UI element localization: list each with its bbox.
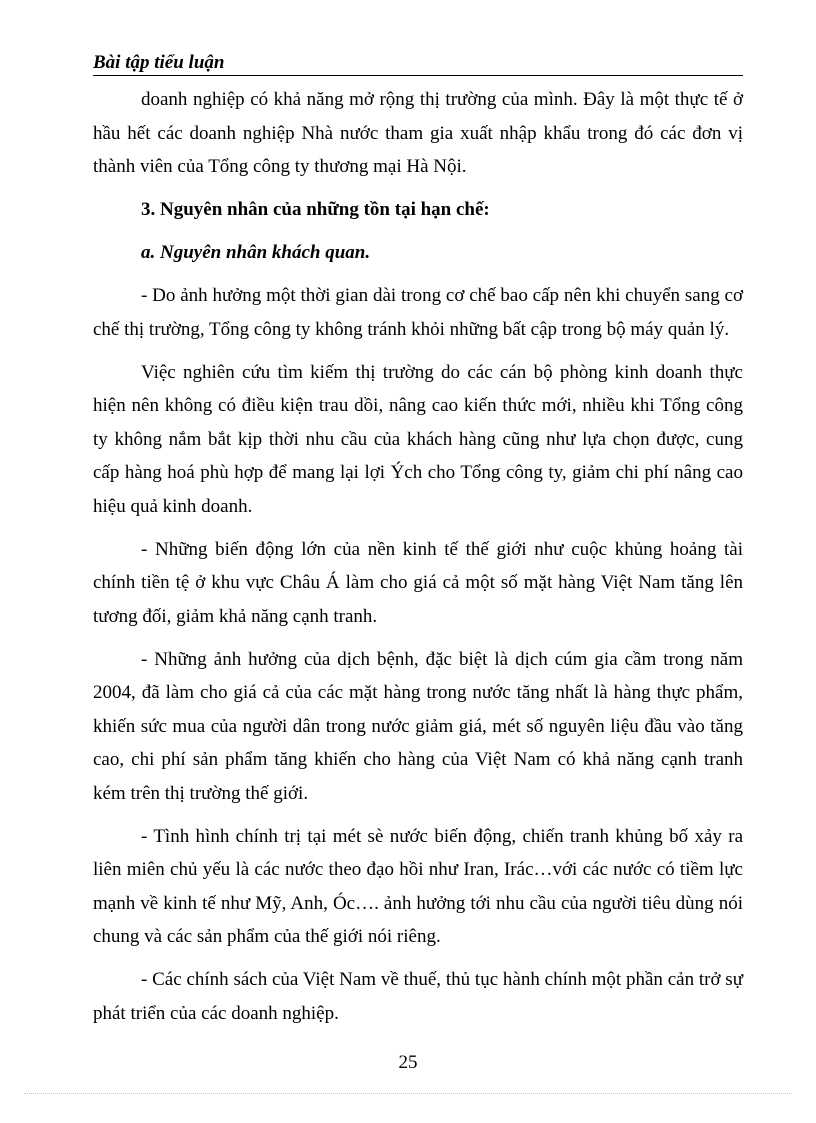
paragraph-continuation: doanh nghiệp có khả năng mở rộng thị trường của mình. Đây là một thực tế ở hầu hết các doanh nghiệp Nhà nước tham gia xuất nhập khẩu trong đó các đơn vị thành viên của Tổng công ty thương mại Hà Nội. — [93, 89, 743, 177]
paragraph: - Do ảnh hưởng một thời gian dài trong cơ chế bao cấp nên khi chuyển sang cơ chế thị trường, Tổng công ty không tránh khỏi những bất cập trong bộ máy quản lý. — [93, 285, 743, 340]
subsection-heading: a. Nguyên nhân khách quan. — [141, 242, 371, 263]
document-body — [93, 83, 743, 1040]
paragraph: - Tình hình chính trị tại mét sè nước biến động, chiến tranh khủng bố xảy ra liên miên chủ yếu là các nước theo đạo hồi như Iran, Irác…với các nước có tiềm lực mạnh về kinh tế như Mỹ, Anh, Óc…. ảnh hưởng tới nhu cầu của người tiêu dùng nói chung và các sản phẩm của thế giới nói riêng. — [93, 825, 743, 947]
header-title: Bài tập tiểu luận — [93, 52, 225, 73]
page-bottom-divider — [24, 1093, 792, 1094]
paragraph: - Những biến động lớn của nền kinh tế thế giới như cuộc khủng hoảng tài chính tiền tệ ở khu vực Châu Á làm cho giá cả một số mặt hàng Việt Nam tăng lên tương đối, giảm khả năng cạnh tranh. — [93, 538, 743, 627]
section-heading: 3. Nguyên nhân của những tồn tại hạn chế: — [141, 199, 490, 220]
paragraph: Việc nghiên cứu tìm kiếm thị trường do các cán bộ phòng kinh doanh thực hiện nên không có điều kiện trau dồi, nâng cao kiến thức mới, nhiều khi Tổng công ty không nắm bắt kịp thời nhu cầu của khách hàng cũng như lựa chọn được, cung cấp hàng hoá phù hợp để mang lại lợi Ých cho Tổng công ty, giảm chi phí nâng cao hiệu quả kinh doanh. — [93, 361, 743, 517]
page-number: 25 — [398, 1052, 418, 1073]
page-header — [93, 51, 743, 76]
paragraph: - Các chính sách của Việt Nam về thuế, thủ tục hành chính một phần cản trở sự phát triển của các doanh nghiệp. — [93, 969, 743, 1024]
paragraph: - Những ảnh hưởng của dịch bệnh, đặc biệt là dịch cúm gia cầm trong năm 2004, đã làm cho giá cả của các mặt hàng trong nước tăng nhất là hàng thực phẩm, khiến sức mua của người dân trong nước giảm giá, mét số nguyên liệu đầu vào tăng cao, chi phí sản phẩm tăng khiến cho hàng của Việt Nam có khả năng cạnh tranh kém trên thị trường thế giới. — [93, 648, 743, 804]
